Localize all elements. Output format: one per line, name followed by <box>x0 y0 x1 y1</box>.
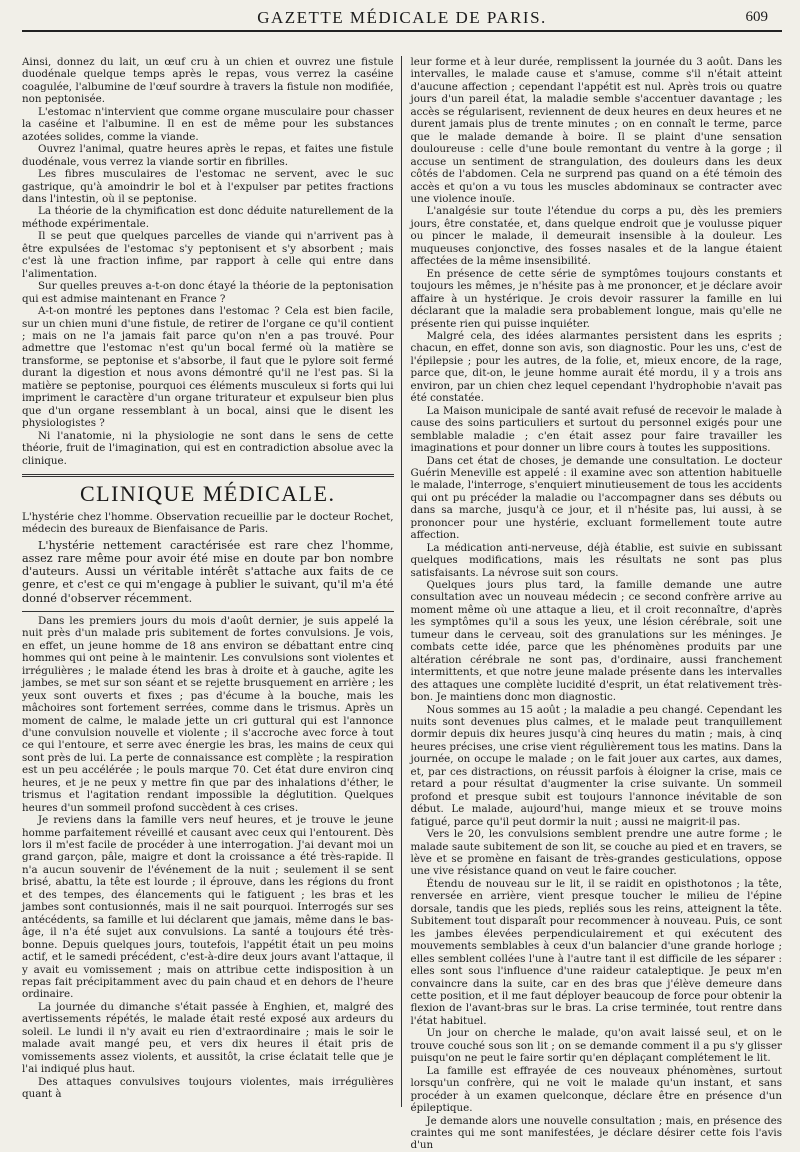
observation-title: L'hystérie chez l'homme. Observation recueillie par le docteur Rochet, médecin des bureaux de Bienfaisance de Paris. <box>22 510 394 536</box>
paragraph: Ni l'anatomie, ni la physiologie ne sont dans le sens de cette théorie, fruit de l'imagination, qui est en contradiction absolue avec la clinique. <box>22 429 394 467</box>
paragraph: La médication anti-nerveuse, déjà établie, est suivie en subissant quelques modifications, mais les résultats ne sont pas plus satisfaisants. La névrose suit son cours. <box>410 541 782 579</box>
paragraph: La famille est effrayée de ces nouveaux phénomènes, surtout lorsqu'un confrère, qui ne voit le malade qu'un instant, et sans procéder à un examen quelconque, déclare être en présence d'un épileptique. <box>410 1064 782 1115</box>
paragraph: En présence de cette série de symptômes toujours constants et toujours les mêmes, je n'hésite pas à me prononcer, et je déclare avoir affaire à un hystérique. Je crois devoir rassurer la famille en lui déclarant que la maladie sera probablement longue, mais qu'elle ne présente rien qui puisse inquiéter. <box>410 267 782 330</box>
paragraph: Quelques jours plus tard, la famille demande une autre consultation avec un nouveau médecin ; ce second confrère arrive au moment même où une attaque a lieu, et il croit reconnaître, d'après les symptômes qu'il a sous les yeux, une lésion cérébrale, soit une tumeur dans le cerveau, soit des granulations sur les méninges. Je combats cette idée, parce que les phénomènes produits par une altération cérébrale ne sont pas, d'ordinaire, aussi franchement intermittents, et que notre jeune malade présente dans les intervalles des attaques une complète lucidité d'esprit, un état relativement très-bon. Je maintiens donc mon diagnostic. <box>410 579 782 704</box>
paragraph: La journée du dimanche s'était passée à Enghien, et, malgré des avertissements répétés, le malade était resté exposé aux ardeurs du soleil. Le lundi il n'y avait eu rien d'extraordinaire ; mais le soir le malade avait mangé peu, et vers dix heures il était pris de vomissements assez violents, et aussitôt, la crise éclatait telle que je l'ai indiqué plus haut. <box>22 1000 394 1076</box>
paragraph: Dans cet état de choses, je demande une consultation. Le docteur Guérin Meneville est appelé : il examine avec son attention habituelle le malade, l'interroge, s'enquiert minutieusement de tous les accidents qui ont pu précéder la maladie ou l'accompagner dans ses débuts ou dans sa marche, jusqu'à ce jour, et il n'hésite pas, lui aussi, à se prononcer pour une hystérie, excluant formellement toute autre affection. <box>410 454 782 542</box>
paragraph: L'estomac n'intervient que comme organe musculaire pour chasser la caséine et l'albumine. Il en est de même pour les substances azotées solides, comme la viande. <box>22 105 394 143</box>
page-header <box>22 0 782 32</box>
page-number: 609 <box>745 9 768 25</box>
two-column-body <box>22 56 782 1152</box>
case-report <box>22 615 394 1101</box>
paragraph: L'analgésie sur toute l'étendue du corps a pu, dès les premiers jours, être constatée, et, dans quelque endroit que je voulusse piquer ou pincer le malade, il demeurait insensible à la douleur. Les muqueuses conjonctive, des fosses nasales et de la langue étaient affectées de la même insensibilité. <box>410 205 782 268</box>
paragraph: Sur quelles preuves a-t-on donc étayé la théorie de la peptonisation qui est admise maintenant en France ? <box>22 280 394 305</box>
paragraph: Ainsi, donnez du lait, un œuf cru à un chien et ouvrez une fistule duodénale quelque temps après le repas, vous verrez la caséine coagulée, l'albumine de l'œuf sourdre à travers la fistule non modifiée, non peptonisée. <box>22 56 394 106</box>
left-column <box>22 56 401 1107</box>
paragraph: Les fibres musculaires de l'estomac ne servent, avec le suc gastrique, qu'à amoindrir le bol et à l'expulser par petites fractions dans l'intestin, où il se peptonise. <box>22 168 394 205</box>
paragraph: Dans les premiers jours du mois d'août dernier, je suis appelé la nuit près d'un malade pris subitement de fortes convulsions. Je vois, en effet, un jeune homme de 18 ans environ se débattant entre cinq hommes qui ont peine à le maintenir. Les convulsions sont violentes et irrégulières ; le malade étend les bras à droite et à gauche, agite les jambes, se met sur son séant et se rejette brusquement en arrière ; les yeux sont ouverts et fixes ; pas d'écume à la bouche, mais les mâchoires sont fortement serrées, comme dans le trismus. Après un moment de calme, le malade jette un cri guttural qui est l'annonce d'une convulsion nouvelle et violente ; il s'accroche avec force à tout ce qui l'entoure, et serre avec énergie les bras, les mains de ceux qui sont près de lui. La perte de connaissance est complète ; la respiration est un peu accélérée ; le pouls marque 70. Cet état dure environ cinq heures, et je ne peux y mettre fin que par des inhalations d'éther, le trismus et l'agitation rendant impossible la déglutition. Quelques heures d'un sommeil profond succèdent à ces crises. <box>22 614 394 814</box>
paragraph: Malgré cela, des idées alarmantes persistent dans les esprits ; chacun, en effet, donne son avis, son diagnostic. Pour les uns, c'est de l'épilepsie ; pour les autres, de la folie, et, mieux encore, de la rage, parce que, dit-on, le jeune homme aurait été mordu, il y a trois ans environ, par un chien chez lequel cependant l'hydrophobie n'avait pas été constatée. <box>410 329 782 405</box>
paragraph: A-t-on montré les peptones dans l'estomac ? Cela est bien facile, sur un chien muni d'une fistule, de retirer de l'organe ce qu'il contient ; mais on ne l'a jamais fait parce qu'on n'en a pas trouvé. Pour admettre que l'estomac n'est qu'un bocal fermé où la matière se transforme, se peptonise et s'absorbe, il faut que le pylore soit fermé durant la digestion et nous avons démontré qu'il ne l'est pas. Si la matière se peptonise, pourquoi ces éléments musculeux si forts qui lui impriment le caractère d'un organe triturateur et expulseur bien plus que d'un organe ressemblant à un bocal, ainsi que le disent les physiologistes ? <box>22 305 394 430</box>
paragraph: Ouvrez l'animal, quatre heures après le repas, et faites une fistule duodénale, vous verrez la viande sortir en fibrilles. <box>22 143 394 168</box>
paragraph: Il se peut que quelques parcelles de viande qui n'arrivent pas à être expulsées de l'estomac s'y peptonisent et s'y absorbent ; mais c'est là une fraction infime, par rapport à celle qui entre dans l'alimentation. <box>22 230 394 280</box>
article-continuation <box>22 56 394 467</box>
section-title: CLINIQUE MÉDICALE. <box>79 480 336 506</box>
paragraph: Des attaques convulsives toujours violentes, mais irrégulières quant à <box>22 1075 394 1101</box>
paragraph: Je reviens dans la famille vers neuf heures, et je trouve le jeune homme parfaitement réveillé et causant avec ceux qui l'entourent. Dès lors il m'est facile de procéder à une interrogation. J'ai devant moi un grand garçon, pâle, maigre et dont la croissance a été très-rapide. Il n'a aucun souvenir de l'événement de la nuit ; seulement il se sent brisé, abattu, la tête est lourde ; il éprouve, dans les régions du front et des tempes, des élancements qui le fatiguent ; les bras et les jambes sont contusionnés, mais il ne sait pourquoi. Interrogés sur ses antécédents, sa famille et lui déclarent que jamais, même dans le bas-âge, il n'a été sujet aux convulsions. La santé a toujours été très-bonne. Depuis quelques jours, toutefois, l'appétit était un peu moins actif, et le samedi précédent, c'est-à-dire deux jours avant l'attaque, il y avait eu vomissement ; mais on attribue cette indisposition à un repas fait précipitamment avec du pain chaud et en dehors de l'heure ordinaire. <box>22 814 394 1001</box>
paragraph: Nous sommes au 15 août ; la maladie a peu changé. Cependant les nuits sont devenues plus calmes, et le malade peut tranquillement dormir depuis dix heures jusqu'à cinq heures du matin ; mais, à cinq heures précises, une crise vient régulièrement tous les matins. Dans la journée, on occupe le malade ; on le fait jouer aux cartes, aux dames, et, par ces distractions, on réussit parfois à éloigner la crise, mais ce retard a pour résultat d'augmenter la crise suivante. Un sommeil profond et presque subit est toujours l'annonce inévitable de son début. Le malade, aujourd'hui, mange mieux et se trouve moins fatigué, parce qu'il peut dormir la nuit ; aussi ne maigrit-il pas. <box>410 703 782 828</box>
intro-paragraph: L'hystérie nettement caractérisée est rare chez l'homme, assez rare même pour avoir été mise en doute par bon nombre d'auteurs. Aussi un véritable intérêt s'attache aux faits de ce genre, et c'est ce qui m'engage à publier le suivant, qu'il m'a été donné d'observer récemment. <box>22 538 394 605</box>
right-column <box>401 56 783 1152</box>
paragraph: Je demande alors une nouvelle consultation ; mais, en présence des craintes qui me sont manifestées, je déclare désirer cette fois l'avis d'un <box>410 1114 782 1152</box>
paragraph: leur forme et à leur durée, remplissent la journée du 3 août. Dans les intervalles, le malade cause et s'amuse, comme s'il n'était atteint d'aucune affection ; cependant l'appétit est nul. Après trois ou quatre jours d'un pareil état, la maladie semble s'accentuer davantage ; les accès se régularisent, reviennent de deux heures en deux heures et ne durent jamais plus de trente minutes ; on en connaît le terme, parce que le malade demande à boire. Il se plaint d'une sensation douloureuse : celle d'une boule remontant du ventre à la gorge ; il accuse un sentiment de strangulation, des douleurs dans les deux côtés de l'abdomen. Cela ne surprend pas quand on a été témoin des accès et qu'on a vu tous les muscles abdominaux se contracter avec une violence inouïe. <box>410 56 782 205</box>
paragraph: Vers le 20, les convulsions semblent prendre une autre forme ; le malade saute subitement de son lit, se couche au pied et en travers, se lève et se promène en faisant de très-grandes gesticulations, oppose une vive résistance quand on veut le faire coucher. <box>410 828 782 878</box>
paragraph: Un jour on cherche le malade, qu'on avait laissé seul, et on le trouve couché sous son lit ; on se demande comment il a pu s'y glisser puisqu'on ne peut le faire sortir qu'en déplaçant complétement le lit. <box>410 1027 782 1065</box>
paragraph: Étendu de nouveau sur le lit, il se raidit en opisthotonos ; la tête, renversée en arrière, vient presque toucher le milieu de l'épine dorsale, tandis que les pieds, repliés sous les reins, atteignent la tête. Subitement tout disparaît pour recommencer à nouveau. Puis, ce sont les jambes élevées perpendiculairement et qui exécutent des mouvements semblables à ceux d'un balancier d'une grande horloge ; elles semblent collées l'une à l'autre tant il est difficile de les séparer : elles sont sous l'influence d'une raideur cataleptique. Je peux m'en convaincre dans la suite, car en des bras que j'élève demeure dans cette position, et il me faut déployer beaucoup de force pour obtenir la flexion de l'avant-bras sur le bras. La crise terminée, tout rentre dans l'état habituel. <box>410 877 782 1027</box>
paragraph: La Maison municipale de santé avait refusé de recevoir le malade à cause des soins particuliers et surtout du personnel exigés pour une semblable maladie ; c'en était assez pour faire travailler les imaginations et pour donner un libre cours à toutes les suppositions. <box>410 404 782 455</box>
section-divider <box>22 474 394 477</box>
paragraph: La théorie de la chymification est donc déduite naturellement de la méthode expérimentale. <box>22 205 394 230</box>
intro-divider <box>22 611 394 612</box>
running-title: GAZETTE MÉDICALE DE PARIS. <box>257 8 547 27</box>
